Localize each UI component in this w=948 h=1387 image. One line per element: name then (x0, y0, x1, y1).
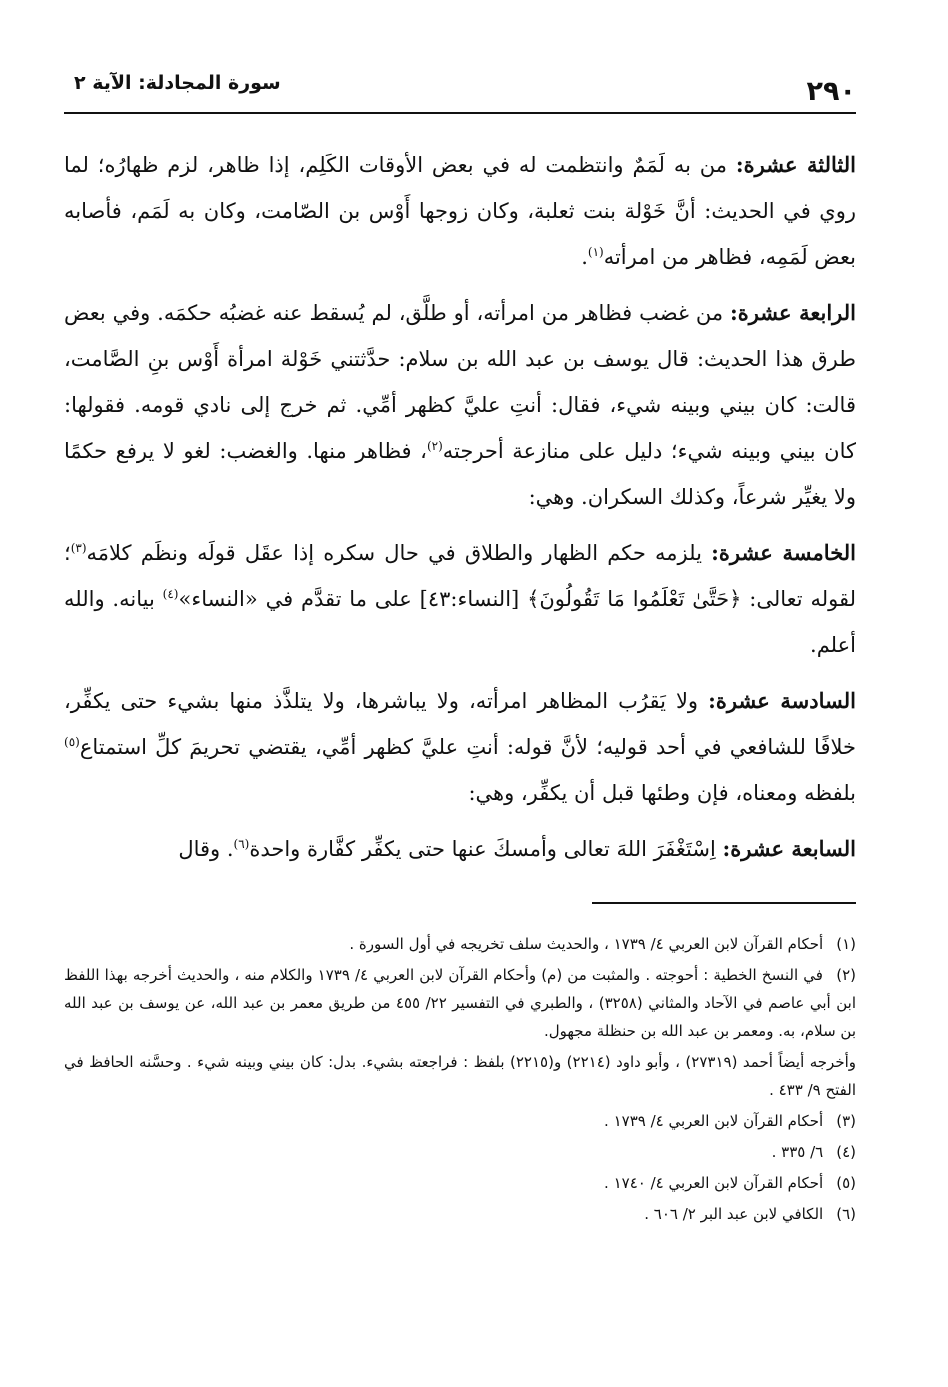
footnote-ref: (٦) (233, 837, 250, 851)
footnote-number: (٦) (836, 1205, 856, 1223)
footnote-ref: (٤) (162, 587, 179, 601)
running-title: سورة المجادلة: الآية ٢ (74, 72, 281, 94)
footnote-ref: (٣) (70, 541, 87, 555)
footnote-4 (64, 1138, 856, 1166)
paragraph-tail: . (581, 245, 588, 269)
paragraph-term: الثالثة عشرة: (735, 152, 856, 177)
paragraph-text: ولا يَقرُب المظاهر امرأته، ولا يباشرها، ولا يتلذَّذ منها بشيء حتى يكفِّر، خلافًا للشافعي في أحد قوليه؛ لأنَّ قوله: أنتِ عليَّ كظهر أمِّي، يقتضي تحريمَ كلِّ استمتاع (64, 689, 856, 759)
paragraph-14 (64, 290, 856, 520)
paragraph-text: من به لَمَمٌ وانتظمت له في بعض الأوقات الكَلِم، إذا ظاهر، لزم ظهارُه؛ لما روي في الحديث: أنَّ خَوْلة بنت ثعلبة، وكان زوجها أَوْس بن الصّامت، وكان به لَمَم، فأصابه بعض لَمَمِه، فظاهر من امرأته (64, 153, 856, 269)
paragraph-term: السابعة عشرة: (722, 836, 856, 861)
footnote-number: (٣) (836, 1112, 856, 1130)
footnote-divider (592, 902, 856, 904)
footnote-text: في النسخ الخطية : أحوجته . والمثبت من (م) وأحكام القرآن لابن العربي ٤/ ١٧٣٩ والكلام منه ، والحديث أخرجه بهذا اللفظ ابن أبي عاصم في الآحاد والمثاني (٣٢٥٨) ، والطبري في التفسير ٢٢/ ٤٥٥ من طريق معمر بن عبد الله، عن يوسف بن عبد الله بن سلام، به. ومعمر بن عبد الله بن حنظلة مجهول. (64, 966, 856, 1040)
page-header (64, 62, 856, 114)
paragraph-text: من غضب فظاهر من امرأته، أو طلَّق، لم يُسقط عنه غضبُه حكمَه. وفي بعض طرق هذا الحديث: قال يوسف بن عبد الله بن سلام: حدَّثتني خَوْلة امرأة أَوْس بنِ الصَّامت، قالت: كان بيني وبينه شيء، فقال: أنتِ عليَّ كظهر أمِّي. ثم خرج إلى نادي قومه. فقولها: كان بيني وبينه شيء؛ دليل على منازعة أحرجته (64, 301, 856, 463)
footnote-ref: (٥) (64, 735, 80, 749)
paragraph-term: الخامسة عشرة: (711, 540, 856, 565)
paragraph-text: اِسْتَغْفَرَ اللهَ تعالى وأمسكَ عنها حتى يكفِّر كفَّارة واحدة (249, 837, 723, 861)
paragraph-term: الرابعة عشرة: (729, 300, 856, 325)
footnote-number: (١) (836, 935, 856, 953)
footnote-5 (64, 1169, 856, 1197)
footnote-number: (٤) (836, 1143, 856, 1161)
main-text (64, 142, 856, 882)
footnotes (64, 930, 856, 1231)
footnote-number: (٥) (836, 1174, 856, 1192)
footnote-text: أحكام القرآن لابن العربي ٤/ ١٧٣٩ . (604, 1112, 824, 1130)
footnote-6 (64, 1200, 856, 1228)
paragraph-13 (64, 142, 856, 280)
paragraph-16 (64, 678, 856, 816)
paragraph-17 (64, 826, 856, 872)
footnote-ref: (٢) (426, 439, 443, 453)
paragraph-tail: ؛ لقوله تعالى: ﴿حَتَّىٰ تَعْلَمُوا مَا تَقُولُونَ﴾ [النساء:٤٣] على ما تقدَّم في «النساء» (64, 541, 856, 611)
footnote-text: أحكام القرآن لابن العربي ٤/ ١٧٤٠ . (604, 1174, 824, 1192)
footnote-1 (64, 930, 856, 958)
page-number: ٢٩٠ (806, 76, 856, 107)
paragraph-term: السادسة عشرة: (708, 688, 856, 713)
paragraph-15 (64, 530, 856, 668)
footnote-2-continued (64, 1048, 856, 1104)
paragraph-tail: . وقال (178, 837, 234, 861)
footnote-text: وأخرجه أيضاً أحمد (٢٧٣١٩) ، وأبو داود (٢٢١٤) و(٢٢١٥) بلفظ : فراجعته بشيء. بدل: كان بيني وبينه شيء . وحسَّنه الحافظ في الفتح ٩/ ٤٣٣ . (64, 1053, 856, 1099)
footnote-2 (64, 961, 856, 1045)
paragraph-tail: ، فظاهر منها. والغضب: لغو لا يرفع حكمًا ولا يغيِّر شرعاً، وكذلك السكران. وهي: (64, 439, 856, 509)
paragraph-text: يلزمه حكم الظهار والطلاق في حال سكره إذا عقَل قولَه ونظَم كلامَه (86, 541, 712, 565)
footnote-number: (٢) (836, 966, 856, 984)
paragraph-tail: بلفظه ومعناه، فإن وطئها قبل أن يكفِّر، وهي: (468, 781, 856, 805)
footnote-text: الكافي لابن عبد البر ٢/ ٦٠٦ . (644, 1205, 824, 1223)
footnote-text: ٦/ ٣٣٥ . (771, 1143, 824, 1161)
footnote-ref: (١) (587, 245, 604, 259)
paragraph-tail: بيانه. والله أعلم. (64, 587, 856, 657)
footnote-text: أحكام القرآن لابن العربي ٤/ ١٧٣٩ ، والحديث سلف تخريجه في أول السورة . (349, 935, 824, 953)
footnote-3 (64, 1107, 856, 1135)
